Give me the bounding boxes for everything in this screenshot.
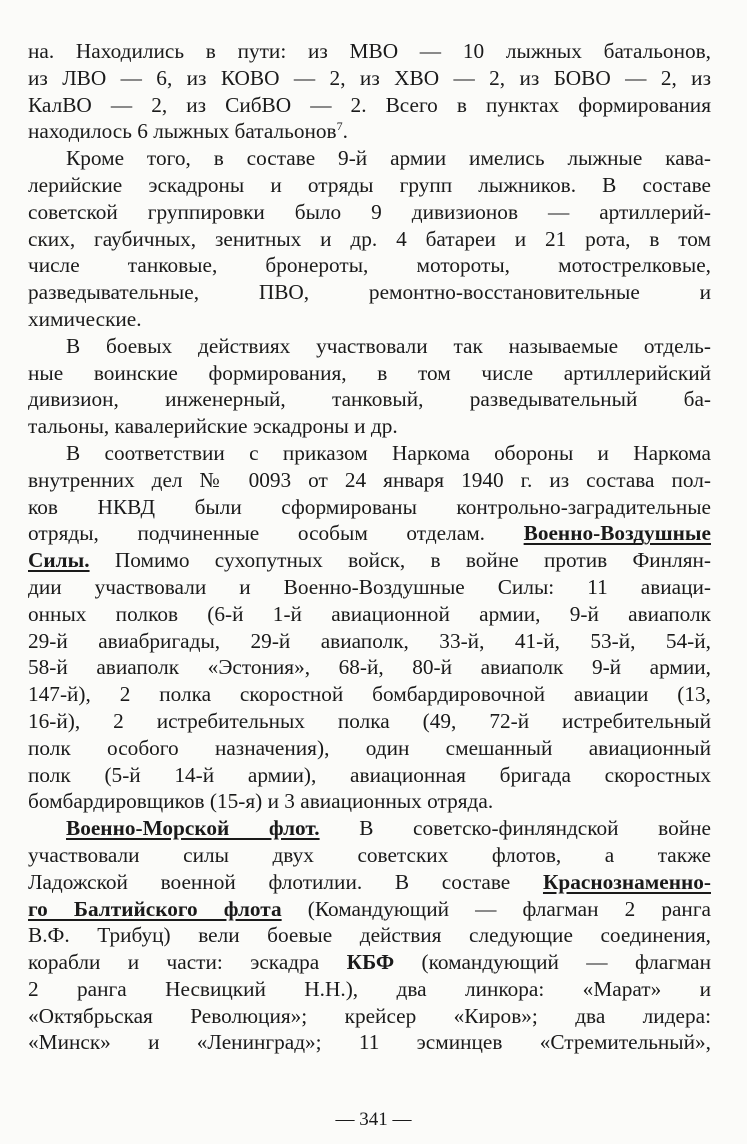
text-line: «Минск» и «Ленинград»; 11 эсминцев «Стремительный», <box>28 1030 711 1055</box>
text-line: советской группировки было 9 дивизионов — артиллерий- <box>28 199 711 224</box>
text-line: участвовали силы двух советских флотов, а также <box>28 842 711 867</box>
text-line: 29-й авиабригады, 29-й авиаполк, 33-й, 41-й, 53-й, 54-й, <box>28 628 711 653</box>
text-line: дивизион, инженерный, танковый, разведывательный ба- <box>28 387 711 412</box>
text-line: корабли и части: эскадра КБФ (командующий — флагман <box>28 950 711 975</box>
body-text <box>28 38 711 1056</box>
kbf-abbrev: КБФ <box>346 950 395 975</box>
section-heading-air-force-cont: Силы. <box>28 548 90 573</box>
text-line: Силы. Помимо сухопутных войск, в войне против Финлян- <box>28 548 711 573</box>
text-line: 2 ранга Несвицкий Н.Н.), два линкора: «Марат» и <box>28 976 711 1001</box>
text-line: на. Находились в пути: из МВО — 10 лыжных батальонов, <box>28 39 711 63</box>
text-line: КалВО — 2, из СибВО — 2. Всего в пунктах формирования <box>28 92 711 117</box>
text-line: дии участвовали и Военно-Воздушные Силы: 11 авиаци- <box>28 574 711 599</box>
text-line: 147-й), 2 полка скоростной бомбардировочной авиации (13, <box>28 682 711 707</box>
section-heading-navy: Военно-Морской флот. <box>66 816 320 841</box>
text-line: тальоны, кавалерийские эскадроны и др. <box>28 414 398 439</box>
text-line: химические. <box>28 306 142 331</box>
text-line: полк (5-й 14-й армии), авиационная бригада скоростных <box>28 762 711 787</box>
text-line: разведывательные, ПВО, ремонтно-восстановительные и <box>28 280 711 305</box>
fleet-heading: Краснознаменно- <box>542 869 711 894</box>
text-line: В боевых действиях участвовали так называемые отдель- <box>66 333 711 358</box>
text-line: Ладожской военной флотилии. В составе Краснознаменно- <box>28 869 711 894</box>
text-line: В соответствии с приказом Наркома обороны и Наркома <box>66 440 711 465</box>
text-line: Кроме того, в составе 9-й армии имелись лыжные кава- <box>66 146 711 171</box>
page-number: — 341 — <box>335 1109 412 1130</box>
text-line: «Октябрьская Революция»; крейсер «Киров»; два лидера: <box>28 1003 711 1028</box>
fleet-heading-cont: го Балтийского флота <box>28 896 282 921</box>
text-line: полк особого назначения), один смешанный авиационный <box>28 735 711 760</box>
text-line: В.Ф. Трибуц) вели боевые действия следующие соединения, <box>28 923 711 948</box>
text-line: ные воинские формирования, в том числе артиллерийский <box>28 360 711 385</box>
text-line: 58-й авиаполк «Эстония», 68-й, 80-й авиаполк 9-й армии, <box>28 655 711 680</box>
text-line: из ЛВО — 6, из КОВО — 2, из ХВО — 2, из БОВО — 2, из <box>28 65 711 90</box>
text-line: бомбардировщиков (15-я) и 3 авиационных отряда. <box>28 789 494 814</box>
text-line: находилось 6 лыжных батальонов$^7$. <box>28 119 348 144</box>
footnote-ref: 7 <box>336 119 343 134</box>
text-line: внутренних дел № 0093 от 24 января 1940 г. из состава пол- <box>28 467 711 492</box>
text-line: ских, гаубичных, зенитных и др. 4 батареи и 21 рота, в том <box>28 226 711 251</box>
section-heading-air-force: Военно-Воздушные <box>523 521 711 546</box>
text-line: онных полков (6-й 1-й авиационной армии, 9-й авиаполк <box>28 601 711 626</box>
text-line: отряды, подчиненные особым отделам. Военно-Воздушные <box>28 521 711 546</box>
text-line: лерийские эскадроны и отряды групп лыжников. В составе <box>28 172 711 197</box>
text-line: числе танковые, бронероты, мотороты, мотострелковые, <box>28 253 711 278</box>
text-line: Военно-Морской флот. В советско-финляндской войне <box>66 816 711 841</box>
text-line: го Балтийского флота (Командующий — флагман 2 ранга <box>28 896 712 921</box>
text-line: 16-й), 2 истребительных полка (49, 72-й истребительный <box>28 708 711 733</box>
text-line: ков НКВД были сформированы контрольно-заградительные <box>28 494 711 519</box>
